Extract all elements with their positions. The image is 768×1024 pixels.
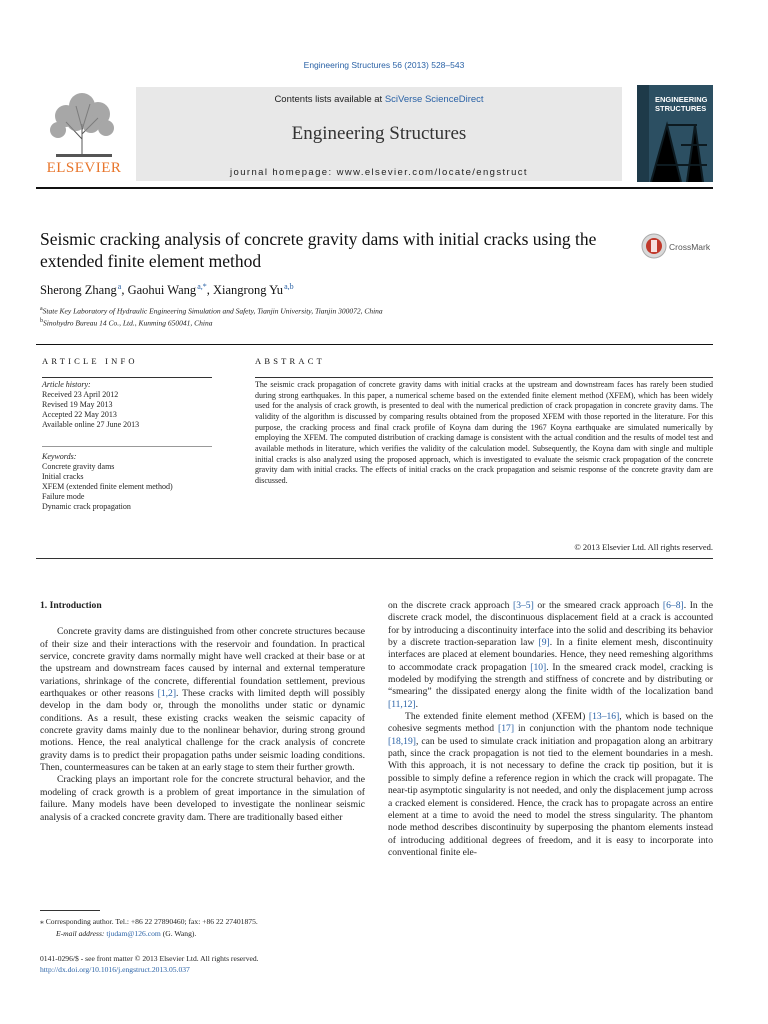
- author-name: Gaohui Wang: [127, 283, 197, 298]
- affiliation-sup: b: [40, 318, 43, 324]
- citation-link[interactable]: [9]: [538, 637, 550, 649]
- journal-cover: [637, 85, 713, 182]
- keyword: Dynamic crack propagation: [42, 502, 131, 512]
- section-title: 1. Introduction: [40, 600, 102, 611]
- body-text: or the smeared crack approach: [533, 600, 663, 611]
- journal-banner: [136, 87, 622, 181]
- contents-prefix: Contents lists available at: [274, 94, 385, 105]
- history-item: Available online 27 June 2013: [42, 420, 140, 430]
- corresponding-author-note: ⁎ Corresponding author. Tel.: +86 22 27890460; fax: +86 22 27401875.: [40, 917, 258, 926]
- abstract-heading: ABSTRACT: [255, 356, 325, 366]
- affiliation-text: Sinohydro Bureau 14 Co., Ltd., Kunming 650041, China: [43, 318, 213, 328]
- homepage-prefix: journal homepage:: [230, 167, 337, 178]
- body-text: , can be used to simulate crack initiation and propagation along an arbitrary path, since the crack propagation is not tied to the element boundaries in a mesh. With this approach, it is not necessary to define the crack tip position, but it is possible to simply define a reference region in which the crack will propagate. The near-tip asymptotic singularity is not needed, and only the displacement jump across a cracked element is considered. Hence, the crack has to propagate across an entire element at a time to avoid the need to model the stress singularity. The phantom node method describes discontinuity by superposing the phantom elements instead of introducing additional degrees of freedom, and it is easy to incorporate into conventional finite ele-: [388, 735, 713, 858]
- elsevier-logo: [36, 84, 132, 176]
- body-text: , which is based on the cohesive segments method: [388, 711, 713, 735]
- cover-title: [655, 96, 711, 113]
- citation-link[interactable]: [18,19]: [388, 735, 416, 747]
- article-history: [42, 380, 139, 430]
- affiliation-sup: a: [40, 306, 43, 312]
- body-text: . In the smeared crack model, cracking is modeled by modifying the strength and stiffness of concrete and by distributing or “smearing” the dissipated energy along the finite width of the localization band: [388, 661, 713, 698]
- citation-link[interactable]: [6–8]: [662, 600, 684, 611]
- citation-link[interactable]: [3–5]: [513, 600, 534, 611]
- body-text: in conjunction with the phantom node technique: [514, 723, 713, 735]
- article-info-heading: ARTICLE INFO: [42, 356, 138, 366]
- body-text: on the discrete crack approach: [388, 600, 514, 611]
- body-text: The extended finite element method (XFEM): [405, 711, 589, 723]
- article-info-rule: [42, 377, 212, 378]
- history-item: Revised 19 May 2013: [42, 400, 113, 410]
- keyword: Initial cracks: [42, 472, 84, 482]
- body-text: . In a finite element mesh, discontinuity interfaces are placed at element boundaries. Hence, they need remeshing algorithms to accommodate crack propagation: [388, 637, 714, 673]
- affiliation-text: State Key Laboratory of Hydraulic Engineering Simulation and Safety, Tianjin University, Tianjin 300072, China: [42, 306, 383, 316]
- author-affil-sup[interactable]: a: [117, 282, 122, 291]
- author-name: Xiangrong Yu: [213, 283, 284, 298]
- footnote-rule: [40, 910, 100, 911]
- citation-link[interactable]: [1,2]: [157, 688, 177, 700]
- body-paragraph: [388, 711, 713, 859]
- journal-name: Engineering Structures: [291, 123, 467, 144]
- author-name: Sherong Zhang: [40, 283, 117, 298]
- citation-link[interactable]: [11,12]: [388, 698, 416, 710]
- keywords-rule: [42, 446, 212, 447]
- body-paragraph: [40, 626, 365, 774]
- article-title: Seismic cracking analysis of concrete gravity dams with initial cracks using the extended finite element method: [40, 229, 597, 271]
- citation-link[interactable]: [17]: [498, 723, 515, 735]
- doi-link[interactable]: http://dx.doi.org/10.1016/j.engstruct.2013.05.037: [40, 965, 190, 974]
- body-right-column: [388, 600, 713, 859]
- body-paragraph: [388, 600, 713, 711]
- abstract-text: The seismic crack propagation of concrete gravity dams with initial cracks at the upstream and downstream faces has rarely been studied during strong earthquakes. In this paper, a numerical scheme based on the extended finite element method (XFEM), which has been widely used for the analysis of crack growth, is presented to deal with the numerical prediction of crack propagation in concrete gravity dams. The validity of the algorithm is discussed by comparing results obtained from the proposed XFEM with those reported in the literature. For this purpose, the cracking process and final crack profile of Koyna dam during the 1967 Koyna earthquake are simulated numerically by employing the XFEM. The computed distribution of cracking damage is consistent with the actual condition and the results of model test and available methods in literature, which verifies the validity of the calculation model. Subsequently, the Koyna dam with single and multiple initial cracks is also analyzed using the proposed approach, which is investigated to evaluate the seismic crack propagation of the concrete gravity dam with initial cracks. The effects of initial cracks on the crack propagation and seismic response of the concrete gravity dam are discussed.: [255, 380, 713, 485]
- keywords-label: Keywords:: [42, 452, 77, 461]
- keyword: XFEM (extended finite element method): [42, 482, 173, 492]
- keyword: Concrete gravity dams: [42, 462, 115, 472]
- header-rule: [36, 187, 713, 189]
- email-note: [56, 929, 196, 940]
- left-paragraphs: [40, 626, 365, 824]
- history-label: Article history:: [42, 380, 91, 389]
- contents-line: [136, 94, 622, 105]
- email-link[interactable]: tjudam@126.com: [106, 929, 161, 938]
- homepage-url[interactable]: www.elsevier.com/locate/engstruct: [336, 167, 528, 178]
- abstract-rule: [255, 377, 713, 378]
- journal-homepage: [136, 167, 622, 178]
- publisher-name: ELSEVIER: [46, 160, 122, 176]
- right-paragraphs: [388, 600, 713, 859]
- issn-line: 0141-0296/$ - see front matter © 2013 Elsevier Ltd. All rights reserved.: [40, 954, 259, 963]
- body-text: .: [415, 698, 419, 710]
- history-item: Received 23 April 2012: [42, 390, 119, 400]
- abstract-bottom-rule: [36, 558, 713, 559]
- body-left-column: [40, 600, 365, 824]
- email-label: E-mail address:: [56, 929, 107, 938]
- section-rule: [36, 344, 713, 345]
- affiliation: [40, 318, 212, 328]
- abstract-copyright: © 2013 Elsevier Ltd. All rights reserved.: [574, 542, 713, 552]
- history-item: Accepted 22 May 2013: [42, 410, 117, 420]
- body-paragraph: [40, 774, 365, 823]
- sciencedirect-link[interactable]: SciVerse ScienceDirect: [384, 94, 484, 105]
- crossmark-badge[interactable]: [640, 231, 716, 266]
- crossmark-label: CrossMark: [669, 242, 711, 252]
- journal-reference[interactable]: Engineering Structures 56 (2013) 528–543: [303, 60, 465, 70]
- author-affil-sup[interactable]: a,*: [197, 282, 207, 291]
- keyword: Failure mode: [42, 492, 85, 502]
- author-affil-sup[interactable]: a,b: [284, 282, 294, 291]
- citation-link[interactable]: [10]: [530, 661, 547, 673]
- keywords: [42, 452, 173, 513]
- author-list: Sherong Zhang $^a$, Gaohui Wang $^{a,*}$, Xiangrong Yu $^{a,b}$: [40, 282, 294, 298]
- citation-link[interactable]: [13–16]: [588, 711, 620, 723]
- email-suffix: (G. Wang).: [160, 929, 197, 938]
- cover-title-text: ENGINEERING STRUCTURES: [655, 95, 708, 113]
- body-text: Concrete gravity dams are distinguished from other concrete structures because of their size and their interactions with the reservoir and foundation. In practical service, concrete gravity dams normally might have well cracked at their base or at the upstream and downstream faces caused by internal and external temperature variations, shrinkage of the concrete, differential foundation settlement, previous earthquakes or other reasons: [40, 626, 365, 700]
- affiliation: [40, 306, 383, 316]
- body-text: . In the discrete crack model, the discontinuous displacement field at a crack is accounted for by introducing a discontinuity interface into the solid and describing its behavior by a discrete traction-separation law: [388, 600, 713, 649]
- body-text: Cracking plays an important role for the concrete structural behavior, and the modeling of crack growth is a problem of great importance in the simulation of failure. Many models have been developed to investigate the nonlinear seismic analysis of a cracked concrete gravity dam. There are traditionally based either: [40, 774, 365, 823]
- body-text: . These cracks with limited depth will possibly develop in the dam body or, through the monoliths under static or dynamic conditions. As a result, these existing cracks weaken the seismic capacity of concrete gravity dams mainly due to the nonlinear behavior, during strong ground motions. Hence, the real analytical challenge for the crack analysis of concrete gravity dams is to predict their propagation paths under seismic loading conditions. Then, countermeasures can be taken at an early stage to stem their further growth.: [40, 688, 365, 774]
